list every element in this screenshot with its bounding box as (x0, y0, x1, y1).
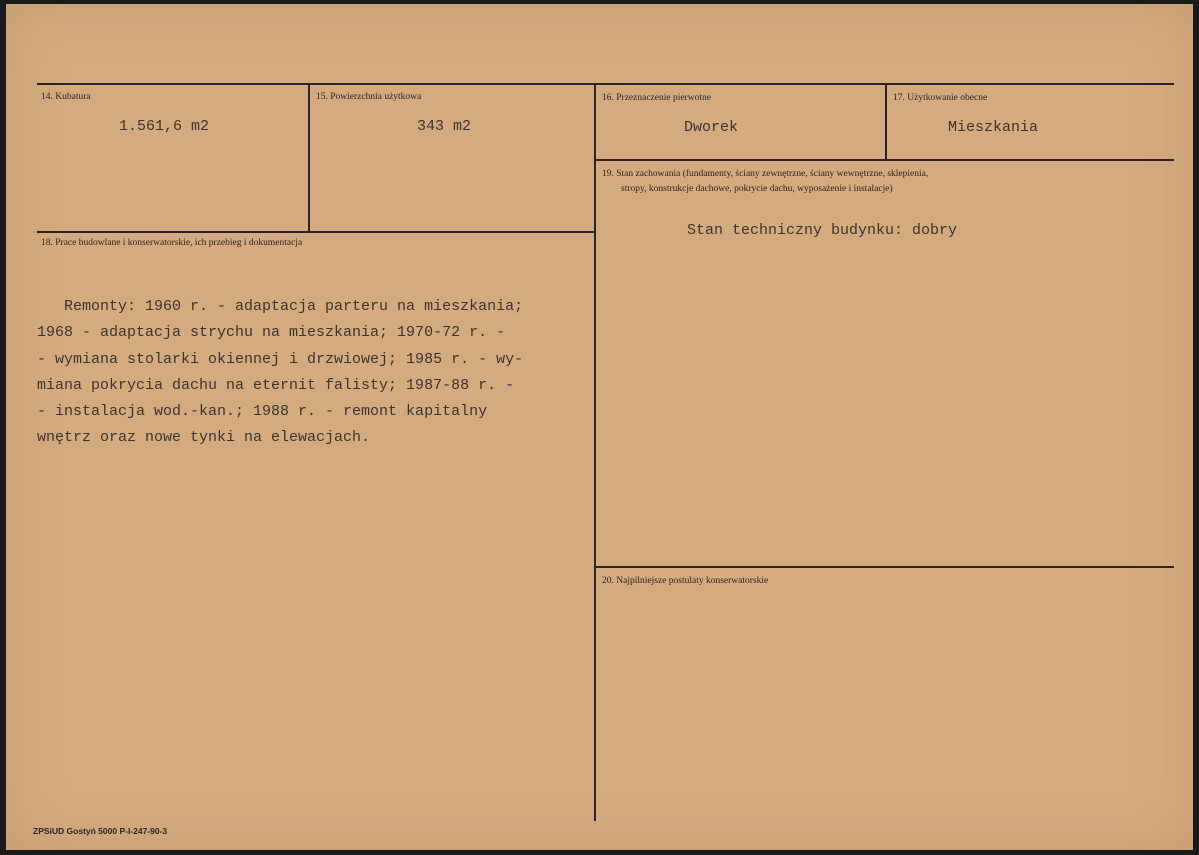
field-18-line: Remonty: 1960 r. - adaptacja parteru na mieszkania; (37, 298, 524, 315)
field-14-value: 1.561,6 m2 (119, 118, 210, 135)
field-15-label: 15. Powierzchnia użytkowa (316, 92, 422, 102)
field-18-line: - instalacja wod.-kan.; 1988 r. - remont kapitalny (37, 403, 488, 421)
printer-imprint: ZPSiUD Gostyń 5000 P-I-247-90-3 (33, 826, 168, 836)
field-15-value: 343 m2 (417, 118, 472, 135)
field-18-line: 1968 - adaptacja strychu na mieszkania; 1970-72 r. - (37, 324, 506, 342)
rule-under-row-14-15 (37, 231, 594, 233)
field-19-value: Stan techniczny budynku: dobry (687, 222, 958, 239)
field-16-label: 16. Przeznaczenie pierwotne (602, 93, 711, 103)
divider-14-15 (308, 84, 310, 232)
field-19-label-line1: 19. Stan zachowania (fundamenty, ściany zewnętrzne, ściany wewnętrzne, sklepienia, (602, 169, 929, 179)
field-14-label: 14. Kubatura (41, 92, 91, 102)
rule-above-field-20 (596, 566, 1174, 568)
field-17-label: 17. Użytkowanie obecne (893, 93, 988, 103)
field-17-value: Mieszkania (948, 119, 1039, 136)
field-18-line: - wymiana stolarki okiennej i drzwiowej; 1985 r. - wy- (37, 350, 524, 368)
field-20-label: 20. Najpilniejsze postulaty konserwatorskie (602, 576, 769, 586)
field-18-label: 18. Prace budowlane i konserwatorskie, ich przebieg i dokumentacja (41, 238, 303, 248)
divider-main (594, 84, 596, 821)
divider-16-17 (885, 84, 887, 160)
field-18-line: wnętrz oraz nowe tynki na elewacjach. (37, 429, 371, 447)
field-19-label-line2: stropy, konstrukcje dachowe, pokrycie dachu, wyposażenie i instalacje) (621, 184, 893, 194)
field-18-text (37, 294, 597, 452)
field-18-line: miana pokrycia dachu na eternit falisty; 1987-88 r. - (37, 376, 515, 394)
field-16-value: Dworek (684, 119, 739, 136)
top-rule (37, 83, 1174, 85)
